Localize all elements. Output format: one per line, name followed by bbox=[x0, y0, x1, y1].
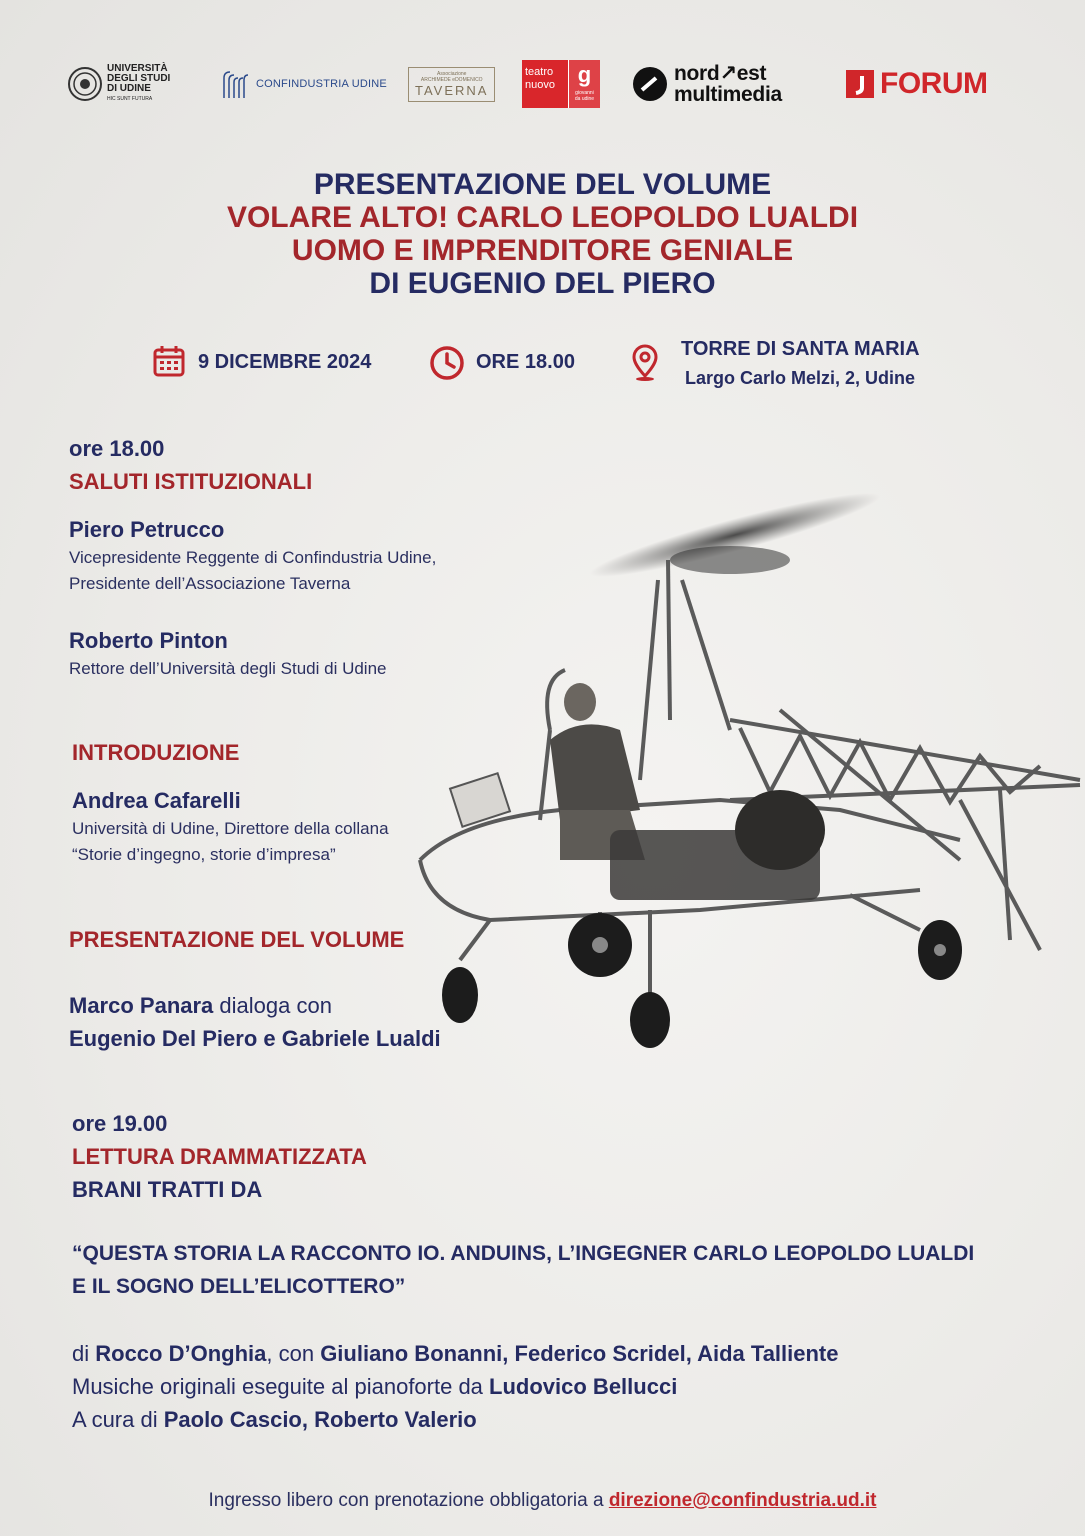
calendar-icon bbox=[152, 344, 186, 378]
university-motto: HIC SUNT FUTURA bbox=[107, 96, 153, 102]
speaker-cafarelli: Andrea Cafarelli bbox=[72, 788, 241, 813]
cura-names: Paolo Cascio, Roberto Valerio bbox=[163, 1407, 477, 1432]
program-time-1: ore 18.00 bbox=[69, 436, 165, 461]
credits-cast: Giuliano Bonanni, Federico Scridel, Aida Talliente bbox=[320, 1341, 839, 1366]
taverna-name: TAVERNA bbox=[415, 82, 489, 98]
footer-note bbox=[0, 1490, 1085, 1512]
event-address: Largo Carlo Melzi, 2, Udine bbox=[685, 368, 916, 388]
teatro-logo bbox=[522, 58, 600, 110]
forum-mark-icon bbox=[846, 70, 874, 98]
forum-text: FORUM bbox=[880, 67, 988, 100]
speaker-pinton-role: Rettore dell’Università degli Studi di Udine bbox=[69, 659, 387, 678]
nordest-line2: multimedia bbox=[674, 83, 782, 106]
teatro-line2: nuovo bbox=[525, 79, 555, 91]
nordest-line1: nord↗est bbox=[674, 62, 767, 85]
clock-icon bbox=[429, 345, 465, 381]
forum-logo bbox=[846, 58, 987, 110]
music-text: Musiche originali eseguite al pianoforte da bbox=[72, 1374, 490, 1399]
section-lettura-sub: BRANI TRATTI DA bbox=[72, 1177, 263, 1202]
title-line4: DI EUGENIO DEL PIERO bbox=[369, 267, 716, 300]
speaker-cafarelli-role2: “Storie d’ingegno, storie d’impresa” bbox=[72, 845, 336, 864]
program-time-2: ore 19.00 bbox=[72, 1111, 168, 1136]
rotor-hub-blur bbox=[670, 546, 790, 574]
university-seal-icon bbox=[68, 67, 102, 101]
music-line bbox=[72, 1374, 677, 1400]
credits-author: Rocco D’Onghia bbox=[95, 1341, 267, 1366]
title-line2: VOLARE ALTO! CARLO LEOPOLDO LUALDI bbox=[226, 201, 859, 234]
speaker-cafarelli-role1: Università di Udine, Direttore della collana bbox=[72, 819, 389, 838]
section-introduzione: INTRODUZIONE bbox=[72, 740, 240, 765]
quote-line2: E IL SOGNO DELL’ELICOTTERO” bbox=[72, 1275, 406, 1298]
credits-con: , con bbox=[266, 1341, 321, 1366]
event-date: 9 DICEMBRE 2024 bbox=[198, 351, 372, 373]
helicopter-photo bbox=[400, 480, 1085, 1080]
cura-line bbox=[72, 1407, 477, 1433]
dialog-line bbox=[69, 993, 332, 1019]
email-link[interactable]: direzione@confindustria.ud.it bbox=[608, 1490, 877, 1511]
event-venue: TORRE DI SANTA MARIA bbox=[681, 338, 920, 360]
wheel-hubs bbox=[592, 937, 946, 956]
credits-di: di bbox=[72, 1341, 96, 1366]
speaker-petrucco-role2: Presidente dell’Associazione Taverna bbox=[69, 574, 351, 593]
nordest-circle-icon bbox=[632, 66, 668, 102]
taverna-small1: Associazione bbox=[437, 70, 467, 77]
section-saluti: SALUTI ISTITUZIONALI bbox=[69, 469, 313, 494]
taverna-logo bbox=[408, 58, 495, 110]
title-line3: UOMO E IMPRENDITORE GENIALE bbox=[291, 234, 794, 267]
speaker-petrucco: Piero Petrucco bbox=[69, 517, 225, 542]
taverna-small2: ARCHIMEDE eDOMENICO bbox=[420, 76, 483, 83]
location-pin-icon bbox=[630, 344, 660, 382]
event-time: ORE 18.00 bbox=[476, 351, 575, 373]
section-presentazione: PRESENTAZIONE DEL VOLUME bbox=[69, 927, 405, 952]
dialog-guests: Eugenio Del Piero e Gabriele Lualdi bbox=[69, 1026, 441, 1051]
cura-text: A cura di bbox=[72, 1407, 164, 1432]
speaker-petrucco-role1: Vicepresidente Reggente di Confindustria Udine, bbox=[69, 548, 437, 567]
teatro-mark: g bbox=[577, 62, 592, 87]
speaker-pinton: Roberto Pinton bbox=[69, 628, 228, 653]
nordest-logo bbox=[632, 58, 782, 110]
engine-wheel bbox=[735, 790, 825, 870]
credits-line bbox=[72, 1341, 839, 1367]
university-line1: UNIVERSITÀ bbox=[107, 63, 168, 74]
confindustria-text: CONFINDUSTRIA UDINE bbox=[256, 78, 387, 90]
footer-text: Ingresso libero con prenotazione obbligatoria a bbox=[208, 1490, 609, 1511]
teatro-line1: teatro bbox=[525, 66, 554, 78]
moderator-name: Marco Panara bbox=[69, 993, 214, 1018]
section-lettura: LETTURA DRAMMATIZZATA bbox=[72, 1144, 367, 1169]
title-line1: PRESENTAZIONE DEL VOLUME bbox=[313, 168, 772, 201]
university-line2: DEGLI STUDI bbox=[107, 73, 171, 84]
teatro-sub1: giovanni bbox=[575, 90, 594, 96]
teatro-sub2: da udine bbox=[574, 96, 595, 102]
music-name: Ludovico Bellucci bbox=[489, 1374, 678, 1399]
dialog-text: dialoga con bbox=[213, 993, 332, 1018]
landing-wheels bbox=[442, 913, 962, 1048]
confindustria-logo bbox=[220, 58, 387, 110]
helicopter-frame bbox=[420, 560, 1080, 1000]
quote-line1: “QUESTA STORIA LA RACCONTO IO. ANDUINS, L’INGEGNER CARLO LEOPOLDO LUALDI bbox=[72, 1242, 975, 1265]
confindustria-mark-icon bbox=[220, 68, 252, 100]
university-line3: DI UDINE bbox=[107, 83, 151, 94]
university-logo bbox=[68, 58, 170, 110]
